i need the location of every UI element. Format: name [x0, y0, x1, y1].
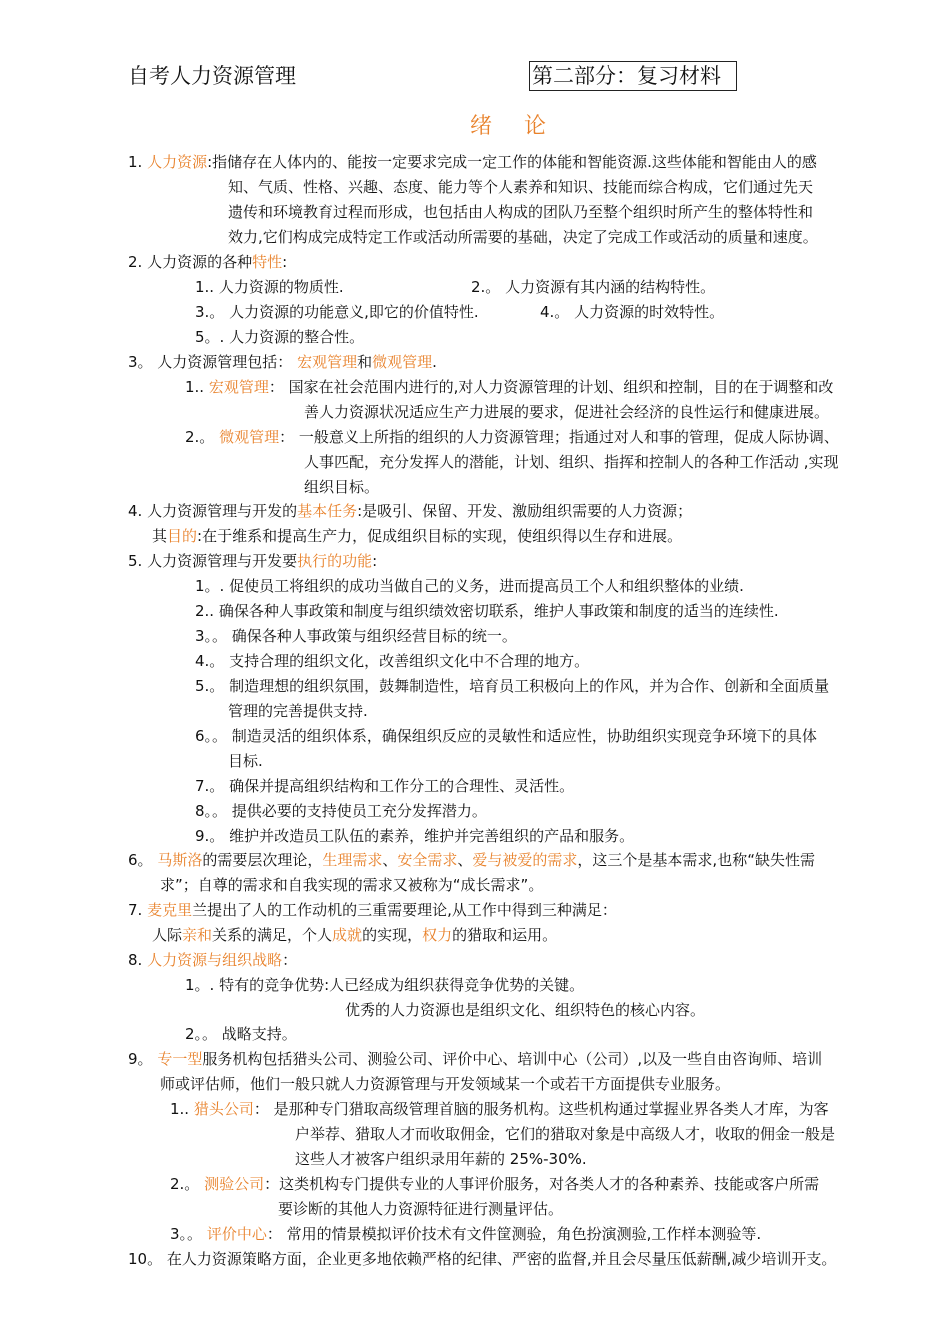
text-segment: ： 常用的情景模拟评价技术有文件筐测验，角色扮演测验,工作样本测验等.	[266, 1225, 762, 1243]
text-segment: 2。。 战略支持。	[185, 1025, 297, 1043]
text-segment: :是吸引、保留、开发、激励组织需要的人力资源；	[357, 502, 693, 520]
text-segment: ： 是那种专门猎取高级管理首脑的服务机构。这些机构通过掌握业界各类人才库，为客	[253, 1100, 829, 1118]
text-segment: 2.. 确保各种人事政策和制度与组织绩效密切联系，维护人事政策和制度的适当的连续性.	[195, 602, 779, 620]
text-segment: 2.。	[185, 428, 220, 446]
text-line	[128, 501, 692, 521]
text-line	[278, 1199, 563, 1219]
text-segment: 师或评估师，他们一般只就人力资源管理与开发领域某一个或若干方面提供专业服务。	[160, 1075, 731, 1093]
highlighted-term: 宏观管理	[208, 378, 269, 396]
text-segment: 3。。	[170, 1225, 207, 1243]
text-line	[185, 377, 833, 397]
chapter-heading: 绪论	[470, 114, 579, 139]
text-segment: ：这类机构专门提供专业的人事评价服务，对各类人才的各种素养、技能或客户所需	[264, 1175, 820, 1193]
text-line	[304, 452, 839, 472]
text-segment: 的需要层次理论，	[202, 851, 323, 869]
text-line	[128, 950, 297, 970]
text-line	[185, 975, 584, 995]
text-line	[304, 477, 379, 497]
text-line	[128, 551, 377, 571]
text-line	[195, 676, 829, 696]
text-segment: 这些人才被客户组织录用年薪的 25%-30%.	[295, 1150, 587, 1168]
text-line	[170, 1099, 829, 1119]
text-line	[195, 327, 364, 347]
text-segment: 2.。	[170, 1175, 205, 1193]
text-line	[160, 875, 543, 895]
text-line	[152, 526, 682, 546]
text-segment: 5。. 人力资源的整合性。	[195, 328, 365, 346]
section-label: 第二部分：复习材料	[529, 61, 737, 91]
text-line	[152, 925, 557, 945]
text-segment: ，这三个是基本需求,也称“缺失性需	[577, 851, 815, 869]
text-line	[195, 801, 487, 821]
highlighted-term: 马斯洛	[157, 851, 203, 869]
text-segment: 6。	[128, 851, 158, 869]
text-segment: 7.	[128, 901, 148, 919]
text-segment: 的猎取和运用。	[452, 926, 558, 944]
text-segment: 要诊断的其他人力资源特征进行测量评估。	[278, 1200, 564, 1218]
text-segment: 1。. 促使员工将组织的成功当做自己的义务，进而提高员工个人和组织整体的业绩.	[195, 577, 744, 595]
text-line	[170, 1174, 819, 1194]
text-line	[128, 352, 437, 372]
text-segment: ： 国家在社会范围内进行的,对人力资源管理的计划、组织和控制，目的在于调整和改	[268, 378, 834, 396]
text-segment: 人事匹配，充分发挥人的潜能，计划、组织、指挥和控制人的各种工作活动 ,实现	[304, 453, 839, 471]
text-line	[195, 576, 744, 596]
text-segment: ： 一般意义上所指的组织的人力资源管理；指通过对人和事的管理，促成人际协调、	[279, 428, 839, 446]
highlighted-term: 成就	[332, 926, 363, 944]
text-line	[228, 202, 813, 222]
text-segment: .	[432, 353, 437, 371]
text-line	[295, 1124, 835, 1144]
text-segment: 4. 人力资源管理与开发的	[128, 502, 298, 520]
text-segment: 和	[357, 353, 373, 371]
text-line	[128, 900, 617, 920]
highlighted-term: 权力	[422, 926, 453, 944]
text-segment: 的实现，	[362, 926, 423, 944]
highlighted-term: 安全需求	[397, 851, 458, 869]
text-segment: 求”；自尊的需求和自我实现的需求又被称为“成长需求”。	[160, 876, 544, 894]
text-line	[195, 651, 589, 671]
highlighted-term: 亲和	[182, 926, 213, 944]
text-segment: 5. 人力资源管理与开发要	[128, 552, 298, 570]
text-segment: 1..	[185, 378, 209, 396]
text-segment: 户举荐、猎取人才而收取佣金，它们的猎取对象是中高级人才，收取的佣金一般是	[295, 1125, 836, 1143]
text-line	[128, 152, 817, 172]
text-segment: 组织目标。	[304, 478, 380, 496]
text-segment: 优秀的人力资源也是组织文化、组织特色的核心内容。	[345, 1001, 706, 1019]
text-segment: 关系的满足，个人	[212, 926, 333, 944]
highlighted-term: 宏观管理	[297, 353, 358, 371]
text-line	[128, 1249, 836, 1269]
text-line	[304, 402, 829, 422]
text-segment: 1。. 特有的竞争优势:人已经成为组织获得竞争优势的关键。	[185, 976, 585, 994]
highlighted-term: 生理需求	[322, 851, 383, 869]
text-segment: :	[282, 253, 288, 271]
text-segment: 人际	[152, 926, 183, 944]
text-segment: 7.。 确保并提高组织结构和工作分工的合理性、灵活性。	[195, 777, 575, 795]
highlighted-term: 猎头公司	[193, 1100, 254, 1118]
text-line	[228, 751, 263, 771]
text-line	[228, 227, 818, 247]
text-segment: 4.。 人力资源的时效特性。	[540, 303, 725, 321]
text-segment: 其	[152, 527, 168, 545]
text-segment: 6。。 制造灵活的组织体系，确保组织反应的灵敏性和适应性，协助组织实现竞争环境下的具体	[195, 727, 817, 745]
text-segment: 服务机构包括猎头公司、测验公司、评价中心、培训中心（公司）,以及一些自由咨询师、培训	[202, 1050, 823, 1068]
text-line	[195, 726, 817, 746]
text-segment: 3。。 确保各种人事政策与组织经营目标的统一。	[195, 627, 517, 645]
text-segment: 8.	[128, 951, 148, 969]
text-segment: 效力,它们构成完成特定工作或活动所需要的基础，决定了完成工作或活动的质量和速度。	[228, 228, 818, 246]
text-line	[195, 601, 779, 621]
highlighted-term: 测验公司	[204, 1175, 265, 1193]
text-line	[228, 177, 813, 197]
text-line	[195, 277, 344, 297]
highlighted-term: 微观管理	[372, 353, 433, 371]
text-segment: 2.。 人力资源有其内涵的结构特性。	[471, 278, 716, 296]
text-line	[195, 826, 634, 846]
text-line	[185, 427, 839, 447]
text-segment: :在于维系和提高生产力，促成组织目标的实现，使组织得以生存和进展。	[197, 527, 683, 545]
text-line	[128, 1049, 822, 1069]
text-segment: 遗传和环境教育过程而形成，也包括由人构成的团队乃至整个组织时所产生的整体特性和	[228, 203, 814, 221]
text-line	[195, 302, 479, 322]
text-segment: 、	[457, 851, 473, 869]
text-segment: 9.。 维护并改造员工队伍的素养，维护并完善组织的产品和服务。	[195, 827, 635, 845]
text-line	[128, 850, 815, 870]
text-line	[160, 1074, 730, 1094]
highlighted-term: 评价中心	[206, 1225, 267, 1243]
text-segment: 9。	[128, 1050, 158, 1068]
text-line	[195, 626, 517, 646]
text-segment: 10。 在人力资源策略方面，企业更多地依赖严格的纪律、严密的监督,并且会尽量压低薪酬,减少培训开支。	[128, 1250, 837, 1268]
text-segment: 善人力资源状况适应生产力进展的要求，促进社会经济的良性运行和健康进展。	[304, 403, 830, 421]
text-segment: 、	[382, 851, 398, 869]
text-segment: 1.. 人力资源的物质性.	[195, 278, 344, 296]
text-segment: 4.。 支持合理的组织文化，改善组织文化中不合理的地方。	[195, 652, 590, 670]
text-line	[540, 302, 724, 322]
highlighted-term: 基本任务	[297, 502, 358, 520]
text-segment: 1..	[170, 1100, 194, 1118]
text-segment: ：	[282, 951, 298, 969]
highlighted-term: 微观管理	[219, 428, 280, 446]
text-line	[295, 1149, 587, 1169]
text-segment: 管理的完善提供支持.	[228, 702, 368, 720]
highlighted-term: 人力资源	[147, 153, 208, 171]
text-segment: 2. 人力资源的各种	[128, 253, 253, 271]
text-segment: 3。 人力资源管理包括：	[128, 353, 298, 371]
text-segment: 知、气质、性格、兴趣、态度、能力等个人素养和知识、技能而综合构成，它们通过先天	[228, 178, 814, 196]
text-line	[128, 252, 287, 272]
text-line	[185, 1024, 297, 1044]
text-line	[195, 776, 574, 796]
text-segment: 兰提出了人的工作动机的三重需要理论,从工作中得到三种满足：	[192, 901, 617, 919]
text-segment: 5.。 制造理想的组织氛围，鼓舞制造性，培育员工积极向上的作风，并为合作、创新和全面质量	[195, 677, 830, 695]
text-segment: 目标.	[228, 752, 263, 770]
highlighted-term: 人力资源与组织战略	[147, 951, 283, 969]
highlighted-term: 目的	[167, 527, 198, 545]
highlighted-term: 爱与被爱的需求	[472, 851, 578, 869]
document-title: 自考人力资源管理	[128, 64, 296, 88]
text-line	[471, 277, 715, 297]
highlighted-term: 执行的功能	[297, 552, 373, 570]
text-segment: :	[372, 552, 378, 570]
highlighted-term: 专一型	[157, 1050, 203, 1068]
text-segment: :指储存在人体内的、能按一定要求完成一定工作的体能和智能资源.这些体能和智能由人的感	[207, 153, 817, 171]
highlighted-term: 麦克里	[147, 901, 193, 919]
text-segment: 3.。 人力资源的功能意义,即它的价值特性.	[195, 303, 479, 321]
text-segment: 1.	[128, 153, 148, 171]
text-line	[228, 701, 368, 721]
text-line	[345, 1000, 705, 1020]
text-line	[170, 1224, 761, 1244]
highlighted-term: 特性	[252, 253, 283, 271]
text-segment: 8。。 提供必要的支持使员工充分发挥潜力。	[195, 802, 487, 820]
